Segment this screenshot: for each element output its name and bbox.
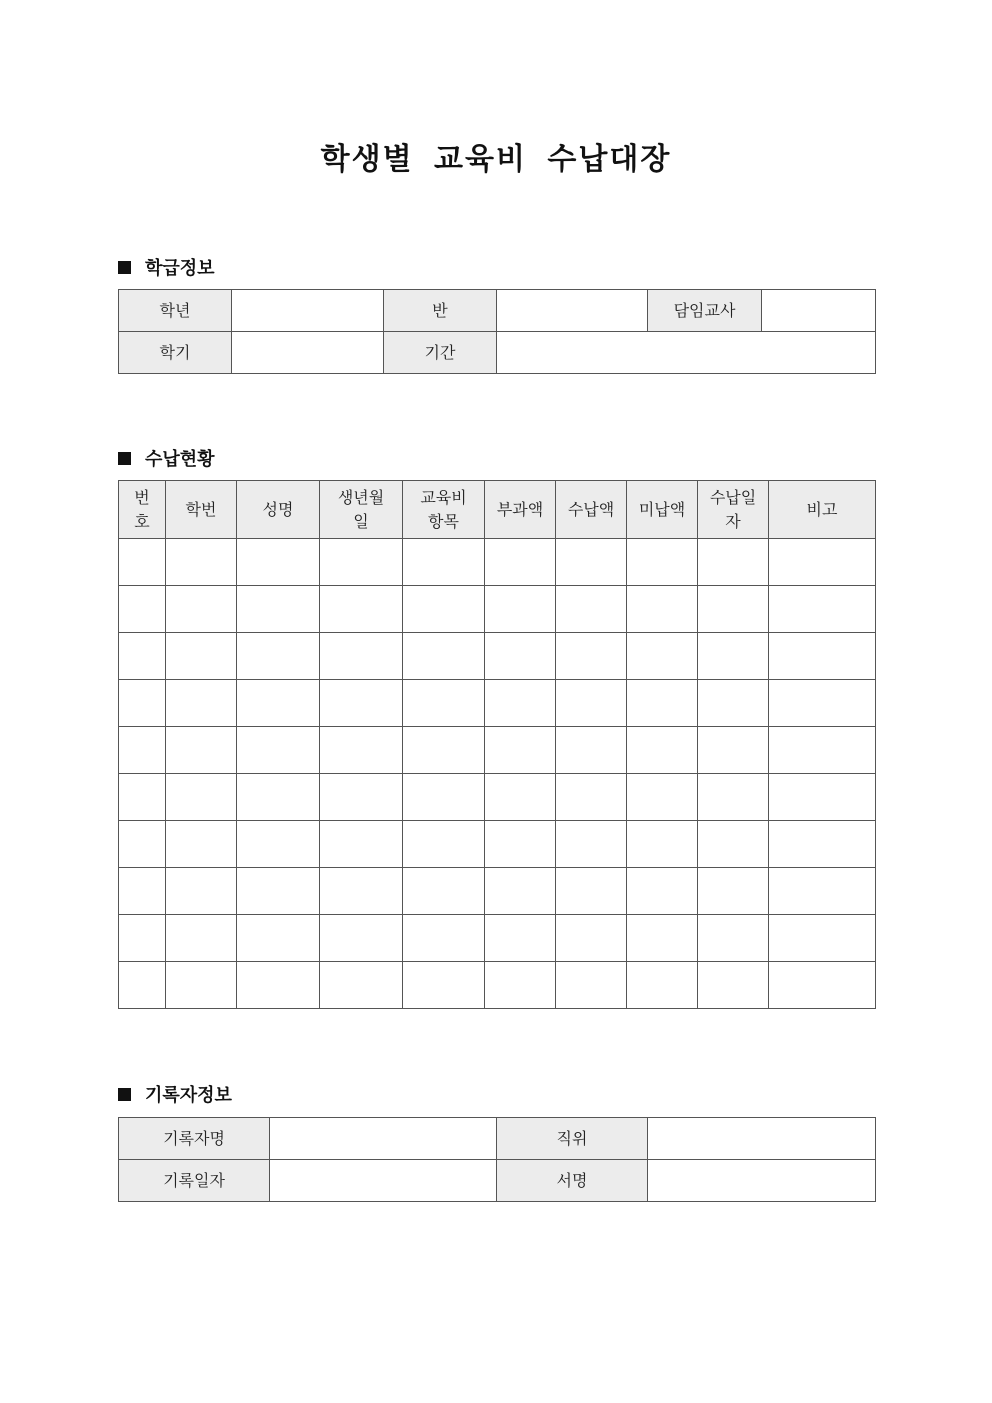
recorder-name-label: 기록자명 xyxy=(119,1118,270,1160)
header-text: 호 xyxy=(134,511,150,531)
table-cell[interactable] xyxy=(556,586,627,633)
table-cell[interactable] xyxy=(320,915,403,962)
table-cell[interactable] xyxy=(769,680,876,727)
table-cell[interactable] xyxy=(166,586,237,633)
table-cell[interactable] xyxy=(237,633,320,680)
table-cell[interactable] xyxy=(769,962,876,1009)
table-cell[interactable] xyxy=(403,821,485,868)
table-cell[interactable] xyxy=(119,915,166,962)
table-cell[interactable] xyxy=(485,727,556,774)
header-text: 교육비 xyxy=(420,487,467,507)
payment-header-cell xyxy=(237,481,320,539)
table-cell[interactable] xyxy=(119,962,166,1009)
table-cell[interactable] xyxy=(166,633,237,680)
period-field[interactable] xyxy=(497,332,876,374)
table-cell[interactable] xyxy=(485,774,556,821)
table-cell[interactable] xyxy=(698,539,769,586)
signature-label: 서명 xyxy=(497,1160,648,1202)
section-heading-payment-status xyxy=(118,445,215,471)
table-cell[interactable] xyxy=(556,915,627,962)
header-text: 자 xyxy=(725,511,741,531)
payment-header-cell xyxy=(627,481,698,539)
class-field[interactable] xyxy=(497,290,648,332)
table-cell[interactable] xyxy=(119,633,166,680)
table-cell[interactable] xyxy=(237,680,320,727)
table-cell[interactable] xyxy=(769,727,876,774)
section-heading-class-info xyxy=(118,254,215,280)
header-text: 부과액 xyxy=(496,499,544,519)
section-title: 학급정보 xyxy=(145,258,215,279)
grade-field[interactable] xyxy=(232,290,384,332)
signature-field[interactable] xyxy=(648,1160,876,1202)
table-cell[interactable] xyxy=(556,868,627,915)
table-cell[interactable] xyxy=(556,727,627,774)
table-cell[interactable] xyxy=(556,539,627,586)
payment-table xyxy=(118,480,876,1009)
payment-header-cell xyxy=(556,481,627,539)
table-cell[interactable] xyxy=(627,727,698,774)
table-cell[interactable] xyxy=(485,680,556,727)
table-cell[interactable] xyxy=(485,821,556,868)
table-cell[interactable] xyxy=(320,680,403,727)
table-cell[interactable] xyxy=(237,962,320,1009)
teacher-label: 담임교사 xyxy=(648,290,762,332)
table-row xyxy=(119,774,876,821)
grade-label: 학년 xyxy=(119,290,232,332)
table-cell[interactable] xyxy=(698,821,769,868)
table-cell[interactable] xyxy=(320,962,403,1009)
table-cell[interactable] xyxy=(403,727,485,774)
table-row xyxy=(119,915,876,962)
header-text: 일 xyxy=(353,511,369,531)
header-text: 학번 xyxy=(185,499,217,519)
table-cell[interactable] xyxy=(769,586,876,633)
square-bullet-icon xyxy=(118,1088,131,1101)
table-cell[interactable] xyxy=(166,962,237,1009)
table-cell[interactable] xyxy=(627,962,698,1009)
table-cell[interactable] xyxy=(485,915,556,962)
table-cell[interactable] xyxy=(556,633,627,680)
payment-header-cell xyxy=(320,481,403,539)
table-cell[interactable] xyxy=(119,774,166,821)
header-text: 수납일 xyxy=(709,487,757,507)
teacher-field[interactable] xyxy=(762,290,876,332)
semester-label: 학기 xyxy=(119,332,232,374)
table-cell[interactable] xyxy=(769,633,876,680)
header-text: 미납액 xyxy=(638,499,686,519)
table-cell[interactable] xyxy=(698,633,769,680)
header-text: 수납액 xyxy=(567,499,615,519)
table-cell[interactable] xyxy=(119,680,166,727)
table-cell[interactable] xyxy=(119,868,166,915)
table-cell[interactable] xyxy=(166,774,237,821)
table-cell[interactable] xyxy=(627,774,698,821)
table-cell[interactable] xyxy=(698,680,769,727)
table-cell[interactable] xyxy=(166,727,237,774)
table-cell[interactable] xyxy=(403,633,485,680)
table-cell[interactable] xyxy=(403,680,485,727)
table-cell[interactable] xyxy=(627,539,698,586)
header-text: 항목 xyxy=(428,511,459,531)
table-cell[interactable] xyxy=(698,962,769,1009)
section-heading-recorder-info xyxy=(118,1081,232,1107)
square-bullet-icon xyxy=(118,452,131,465)
table-cell[interactable] xyxy=(627,586,698,633)
table-cell[interactable] xyxy=(166,539,237,586)
table-cell[interactable] xyxy=(769,821,876,868)
section-title: 기록자정보 xyxy=(145,1085,232,1106)
table-cell[interactable] xyxy=(627,633,698,680)
table-cell[interactable] xyxy=(166,915,237,962)
payment-header-cell xyxy=(485,481,556,539)
header-text: 생년월 xyxy=(337,487,385,507)
table-cell[interactable] xyxy=(403,962,485,1009)
table-cell[interactable] xyxy=(698,586,769,633)
table-cell[interactable] xyxy=(237,774,320,821)
table-cell[interactable] xyxy=(627,868,698,915)
table-cell[interactable] xyxy=(627,821,698,868)
table-cell[interactable] xyxy=(769,915,876,962)
payment-header-cell xyxy=(403,481,485,539)
table-row xyxy=(119,962,876,1009)
table-cell[interactable] xyxy=(698,868,769,915)
table-cell[interactable] xyxy=(698,727,769,774)
table-cell[interactable] xyxy=(166,821,237,868)
table-row xyxy=(119,680,876,727)
semester-field[interactable] xyxy=(232,332,384,374)
table-cell[interactable] xyxy=(320,727,403,774)
table-cell[interactable] xyxy=(485,633,556,680)
table-cell[interactable] xyxy=(320,586,403,633)
table-cell[interactable] xyxy=(769,774,876,821)
payment-header-row xyxy=(119,481,876,539)
table-cell[interactable] xyxy=(320,774,403,821)
table-cell[interactable] xyxy=(485,962,556,1009)
table-cell[interactable] xyxy=(627,915,698,962)
class-info-table xyxy=(118,289,876,374)
table-cell[interactable] xyxy=(119,539,166,586)
table-cell[interactable] xyxy=(403,586,485,633)
table-cell[interactable] xyxy=(237,821,320,868)
period-label: 기간 xyxy=(384,332,497,374)
table-cell[interactable] xyxy=(320,633,403,680)
section-title: 수납현황 xyxy=(145,449,215,470)
table-cell[interactable] xyxy=(119,727,166,774)
table-cell[interactable] xyxy=(403,868,485,915)
table-cell[interactable] xyxy=(556,680,627,727)
table-cell[interactable] xyxy=(485,586,556,633)
table-cell[interactable] xyxy=(403,539,485,586)
table-cell[interactable] xyxy=(556,821,627,868)
table-cell[interactable] xyxy=(237,915,320,962)
record-date-label: 기록일자 xyxy=(119,1160,270,1202)
header-text: 번 xyxy=(134,487,150,507)
table-cell[interactable] xyxy=(166,680,237,727)
table-row xyxy=(119,586,876,633)
table-cell[interactable] xyxy=(698,915,769,962)
record-date-field[interactable] xyxy=(270,1160,497,1202)
table-cell[interactable] xyxy=(403,774,485,821)
table-cell[interactable] xyxy=(119,586,166,633)
payment-header-cell xyxy=(119,481,166,539)
table-cell[interactable] xyxy=(320,868,403,915)
table-cell[interactable] xyxy=(627,680,698,727)
table-row xyxy=(119,727,876,774)
table-cell[interactable] xyxy=(769,868,876,915)
table-cell[interactable] xyxy=(237,586,320,633)
table-cell[interactable] xyxy=(485,539,556,586)
table-cell[interactable] xyxy=(403,915,485,962)
table-cell[interactable] xyxy=(485,868,556,915)
recorder-info-table xyxy=(118,1117,876,1202)
table-cell[interactable] xyxy=(237,868,320,915)
class-label: 반 xyxy=(384,290,497,332)
table-row xyxy=(119,868,876,915)
table-cell[interactable] xyxy=(166,868,237,915)
header-text: 성명 xyxy=(262,499,294,519)
square-bullet-icon xyxy=(118,261,131,274)
table-cell[interactable] xyxy=(119,821,166,868)
position-label: 직위 xyxy=(497,1118,648,1160)
table-cell[interactable] xyxy=(556,774,627,821)
table-row xyxy=(119,633,876,680)
table-row xyxy=(119,821,876,868)
payment-header-cell xyxy=(698,481,769,539)
payment-header-cell xyxy=(166,481,237,539)
table-cell[interactable] xyxy=(698,774,769,821)
table-cell[interactable] xyxy=(320,821,403,868)
recorder-name-field[interactable] xyxy=(270,1118,497,1160)
table-row xyxy=(119,539,876,586)
table-cell[interactable] xyxy=(320,539,403,586)
position-field[interactable] xyxy=(648,1118,876,1160)
document-title: 학생별 교육비 수납대장 xyxy=(320,142,672,177)
table-cell[interactable] xyxy=(556,962,627,1009)
payment-header-cell xyxy=(769,481,876,539)
table-cell[interactable] xyxy=(237,539,320,586)
header-text: 비고 xyxy=(806,499,838,519)
table-cell[interactable] xyxy=(769,539,876,586)
table-cell[interactable] xyxy=(237,727,320,774)
